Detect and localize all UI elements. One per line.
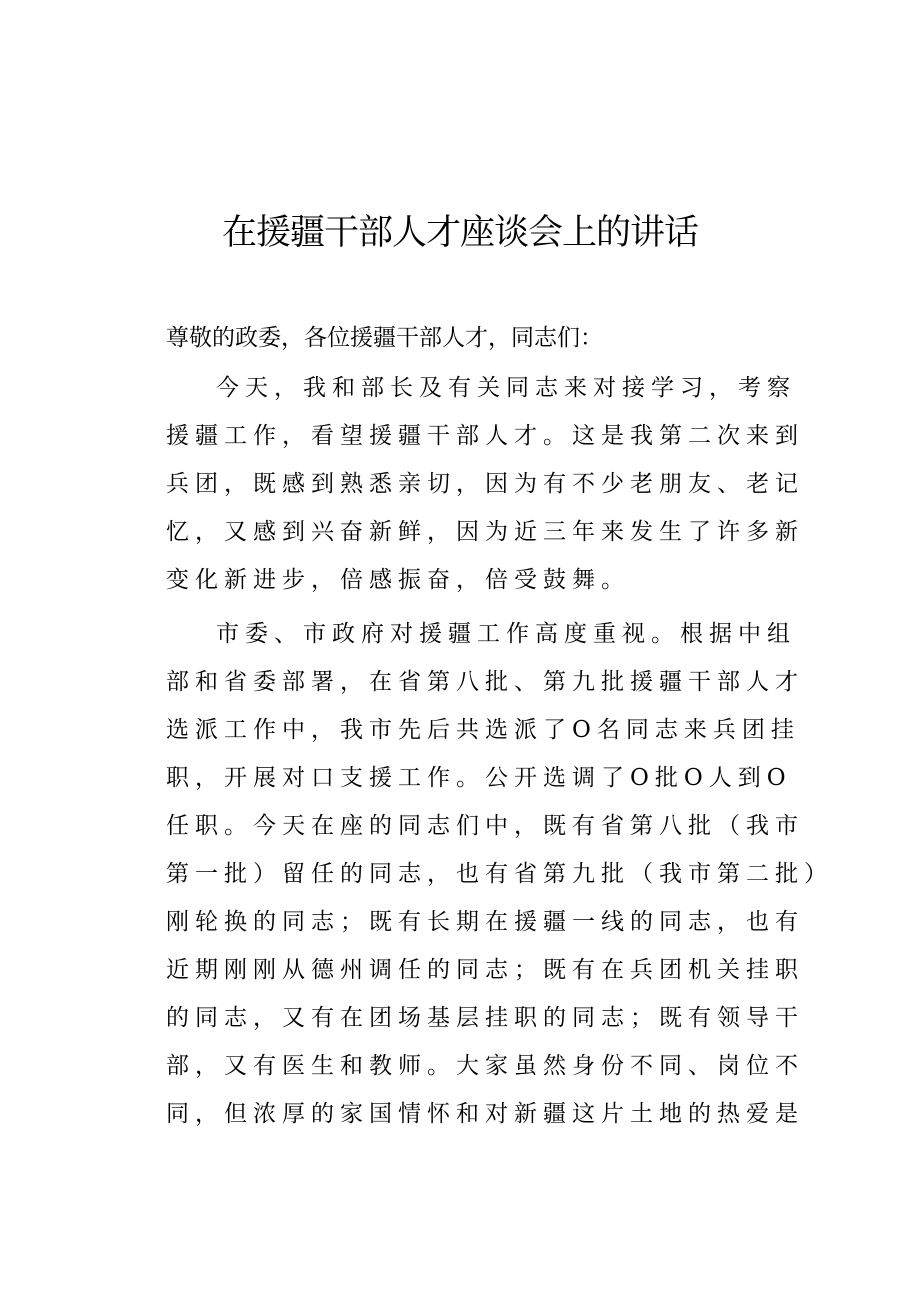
paragraph-line: 忆，又感到兴奋新鲜，因为近三年来发生了许多新 [166,519,804,545]
paragraph-line: 刚轮换的同志；既有长期在援疆一线的同志，也有 [166,909,804,935]
paragraph-line: 变化新进步，倍感振奋，倍受鼓舞。 [166,567,630,593]
paragraph-line: 援疆工作，看望援疆干部人才。这是我第二次来到 [166,423,804,449]
paragraph-2 [166,610,833,1138]
paragraph-line: 今天，我和部长及有关同志来对接学习，考察 [216,375,796,401]
paragraph-line: 部，又有医生和教师。大家虽然身份不同、岗位不 [166,1053,804,1079]
paragraph-line: 选派工作中，我市先后共选派了O名同志来兵团挂 [166,717,800,743]
paragraph-line: 同，但浓厚的家国情怀和对新疆这片土地的热爱是 [166,1101,804,1127]
paragraph-line: 近期刚刚从德州调任的同志；既有在兵团机关挂职 [166,957,804,983]
document-title: 在援疆干部人才座谈会上的讲话 [221,213,698,253]
paragraph-line: 市委、市政府对援疆工作高度重视。根据中组 [216,621,796,647]
paragraph-1 [166,364,804,604]
salutation: 尊敬的政委，各位援疆干部人才，同志们： [166,325,603,351]
paragraph-line: 部和省委部署，在省第八批、第九批援疆干部人才 [166,669,804,695]
paragraph-line: 的同志，又有在团场基层挂职的同志；既有领导干 [166,1005,804,1031]
paragraph-line: 兵团，既感到熟悉亲切，因为有不少老朋友、老记 [166,471,804,497]
paragraph-line: 第一批）留任的同志，也有省第九批（我市第二批） [166,861,833,887]
paragraph-line: 任职。今天在座的同志们中，既有省第八批（我市 [166,813,804,839]
paragraph-line: 职，开展对口支援工作。公开选调了O批O人到O [166,765,792,791]
